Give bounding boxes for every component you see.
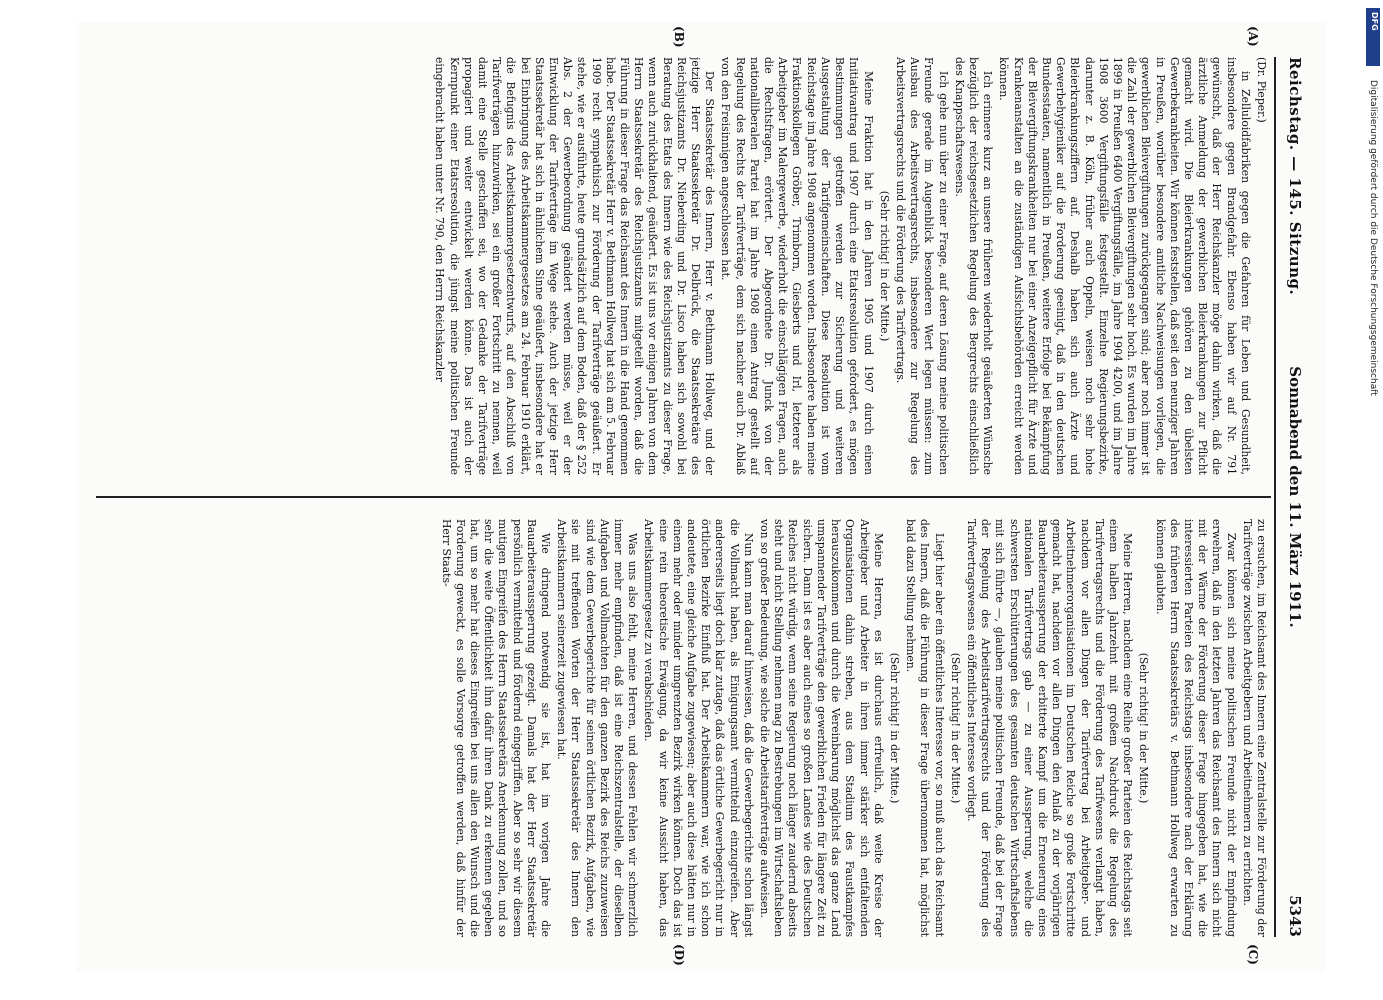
margin-mark-c: (C) [1246, 944, 1260, 965]
header-left: Reichstag. — 145. Sitzung. [1286, 57, 1304, 296]
left-column [98, 57, 1268, 475]
interjection: (Sehr richtig! in der Mitte.) [887, 652, 901, 804]
paragraph: Zwar können sich meine politischen Freunde nicht der Empfindung erwehren, daß in den letzten Jahren das Reichsamt des Innern sich nicht mit der Wärme der Förderung dieser Frage hingegeben hat, wie die interessierten Parteien des Reichstags insbesondere nach der Erklärung des früheren Herrn Staatssekretärs v. Bethmann Hollweg erwarten zu können glaubten. [1153, 519, 1238, 937]
right-column [98, 519, 1268, 937]
interjection: (Sehr richtig! in der Mitte.) [877, 190, 891, 342]
margin-mark-d: (D) [672, 944, 686, 966]
paragraph: Der Staatssekretär des Innern, Herr v. Bethmann Hollweg, und der jetzige Herr Staatssekretär Dr. Delbrück, die Staatssekretäre des Reichsjustizamts Dr. Nieberding und Dr. Lisco haben sich sowohl bei Beratung des Etats des Innern wie des Reichsjustizamts zu dieser Frage, wenn auch zurückhaltend, geäußert. Es ist uns vor einigen Jahren von dem Herrn Staatssekretär des Reichsjustizamts mitgeteilt worden, daß die Führung in dieser Frage das Reichsamt des Innern in die Hand genommen habe. Der Staatssekretär Herr v. Bethmann Hollweg hat sich am 5. Februar 1909 recht sympathisch zur Förderung der Tarifverträge geäußert. Er stehe, wie er ausführte, heute grundsätzlich auf dem Boden, daß der § 252 Abs. 2 der Gewerbeordnung geändert werden müsse, weil er der Entwicklung der Tarifverträge im Wege stehe. Auch der jetzige Herr Staatssekretär hat sich in ähnlichem Sinne geäußert, insbesondere hat er bei Einbringung des Arbeitskammergesetzes am 24. Februar 1910 erklärt, die Befugnis des Arbeitskammergesetzentwurfs, auf den Abschluß von Tarifverträgen hinzuwirken, sei ein großer Fortschritt zu nennen, weil damit eine Stelle geschaffen sei, wo der Gedanke der Tarifverträge propagiert und weiter entwickelt werden könne. Das ist auch der Kernpunkt einer Etatsresolution, die jüngst meine politischen Freunde eingebracht haben unter Nr. 790, den Herrn Reichskanzler [433, 57, 717, 475]
document-page [76, 22, 1326, 972]
paragraph: Liegt hier aber ein öffentliches Interesse vor, so muß auch das Reichsamt des Innern, daß die Führung in dieser Frage übernommen hat, möglichst bald dazu Stellung nehmen. [904, 519, 946, 937]
paragraph: Meine Herren, es ist durchaus erfreulich, daß weite Kreise der Arbeitgeber und Arbeiter in ihren immer stärker sich entfaltenden Organisationen dahin streben, aus dem Stadium des Faustkampfes herauszukommen und durch die Vereinbarung möglichst das ganze Land umspannender Tarifverträge den gewerblichen Frieden für längere Zeit zu sichern. Dann ist es aber auch eines so großen Landes wie des Deutschen Reiches nicht würdig, wenn seine Regierung noch länger zaudernd abseits steht und nicht Stellung nehmen mag zu Bestrebungen im Wirtschaftsleben von so großer Bedeutung, wie solche die Arbeitstarifverträge aufweisen. [758, 519, 885, 937]
page-number: 5343 [1286, 895, 1304, 937]
dfg-logo [1366, 8, 1380, 66]
interjection: (Sehr richtig! in der Mitte.) [948, 652, 962, 804]
header-date: Sonnabend den 11. März 1911. [1286, 366, 1304, 628]
paragraph: Was uns also fehlt, meine Herren, und dessen Fehlen wir schmerzlich immer mehr empfinden, daß ist eine Reichszentralstelle, der dieselben Aufgaben und Vollmachten für den ganzen Bezirk des Reichs zuzuweisen sind wie dem Gewerbegerichte für seinen örtlichen Bezirk, Aufgaben, wie sie mit treffenden Worten der Herr Staatssekretär des Innern den Arbeitskammern seinerzeit zugewiesen hat. [555, 519, 640, 937]
credit-text: Digitalisierung gefördert durch die Deutsche Forschungsgemeinschaft [1368, 80, 1378, 396]
paragraph: Ich erinnere kurz an unsere früheren wiederholt geäußerten Wünsche bezüglich der reichsgesetzlichen Regelung des Bergrechts einschließlich des Knappschaftswesens. [952, 57, 995, 475]
paragraph: Meine Fraktion hat in den Jahren 1905 und 1907 durch einen Initiativantrag und 1907 durch eine Etatsresolution gefordert, es mögen Bestimmungen getroffen werden zur Sicherung und weiteren Ausgestaltung der Tarifgemeinschaften. Diese Resolution ist vom Reichstage im Jahre 1908 angenommen worden. Insbesondere haben meine Fraktionskollegen Gröber, Trimborn, Giesberts und Irl, letzterer als Arbeitgeber im Malergewerbe, wiederholt die einschlägigen Fragen, auch die Rechtsfragen, erörtert. Der Abgeordnete Dr. Junck von der nationalliberalen Partei hat im Jahre 1908 einen Antrag gestellt auf Regelung des Rechts der Tarifverträge, dem sich nachher auch Dr. Ablaß von den Freisinnigen angeschlossen hat. [719, 57, 875, 475]
margin-mark-b: (B) [672, 26, 686, 48]
running-header [1274, 57, 1314, 937]
paragraph: Nun kann man darauf hinweisen, daß die Gewerbegerichte schon längst die Vollmacht haben, als Einigungsamt vermittelnd einzugreifen. Aber andererseits liegt doch klar zutage, daß das örtliche Gewerbegericht nur in örtlichen Bezirke Einfluß hat. Der Arbeitskammern war, wie ich schon andeutete, eine gleiche Aufgabe zugewiesen; aber auch diese hätten nur in einem mehr oder minder umgrenzten Bezirk wirken können. Doch das ist eine rein theoretische Erwägung, da wir keine Aussicht haben, das Arbeitskammergesetz zu verabschieden. [642, 519, 755, 937]
paragraph: in Zelluloidfabriken gegen die Gefahren für Leben und Gesundheit, insbesondere gegen Brandgefahr. Ebenso haben wir auf Nr. 791 gewünscht, daß der Herr Reichskanzler möge dahin wirken, daß die ärztliche Anmeldung der gewerblichen Bleierkrankungen zur Pflicht gemacht wird. Die Bleierkrankungen gehören zu den übelsten Gewerbekrankheiten. Wir können feststellen, daß seit den neunziger Jahren in Preußen, worüber besondere amtliche Nachweisungen vorliegen, die gewerblichen Bleivergiftungen zurückgegangen sind; aber noch immer ist die Zahl der gewerblichen Bleivergiftungen sehr hoch. Es wurden im Jahre 1899 in Preußen 6400 Vergiftungsfälle, im Jahre 1904 4200, und im Jahre 1908 3600 Vergiftungsfälle festgestellt. Einzelne Regierungsbezirke, darunter z. B. Köln, früher auch Oppeln, weisen noch sehr hohe Bleierkrankungsziffern auf. Deshalb haben sich auch Ärzte und Gewerbehygieniker auf die Forderung geeinigt, daß in den deutschen Bundesstaaten, namentlich in Preußen, weitere Erfolge bei Bekämpfung der Bleivergiftungskrankheiten nur bei einer Anzeigepflicht für Ärzte und Krankenanstalten an die zuständigen Aufsichtsbehörden erreicht werden können. [997, 57, 1252, 475]
column-divider [96, 496, 1271, 498]
paragraph: Wie dringend notwendig sie ist, hat im vorigen Jahre die Bauarbeiteraussperrung gezeigt. Damals hat der Herr Staatssekretär persönlich vermittelnd und fördernd eingegriffen. Aber so sehr wir diesem mutigen Eingreifen des Herrn Staatssekretärs Anerkennung zollen, und so sehr die weite Öffentlichkeit ihm dafür ihren Dank zu erkennen gegeben hat, um so mehr hat dieses Eingreifen bei uns allen den Wunsch und die Forderung geweckt, es solle Vorsorge getroffen werden, daß hinfür der Herr Staats- [439, 519, 553, 937]
margin-mark-a: (A) [1246, 26, 1260, 47]
header-rule [1274, 57, 1276, 937]
paragraph: zu ersuchen, im Reichsamt des Innern eine Zentralstelle zur Förderung der Tarifverträge zwischen Arbeitgebern und Arbeitnehmern zu errichten. [1240, 519, 1268, 937]
speaker-label: (Dr. Pieper.) [1255, 57, 1268, 123]
dfg-logo-text: DFG [1370, 12, 1379, 31]
interjection: (Sehr richtig! in der Mitte.) [1137, 652, 1151, 804]
paragraph: Meine Herren, nachdem eine Reihe großer Parteien des Reichstags seit einem halben Jahrzehnt mit großem Nachdruck die Regelung des Tarifvertragsrechts und die Förderung des Tarifwesens verlangt haben, nachdem vor allen Dingen der Tarifvertrag bei Arbeitgeber- und Arbeitnehmerorganisationen im Deutschen Reiche so große Fortschritte gemacht hat, nachdem vor allen Dingen den Anlaß zu der vorjährigen Bauarbeiteraussperrung der erbitterte Kampf um die Erneuerung eines nationalen Tarifvertrags gab — zu einer Aussperrung, welche die schwersten Erschütterungen des gesamten deutschen Wirtschaftslebens mit sich führte —, glauben meine politischen Freunde, daß bei der Frage der Regelung des Arbeitstarifvertragsrechts und der Förderung des Tarifvertragswesens ein öffentliches Interesse vorliegt. [964, 519, 1135, 937]
paragraph: Ich gehe nun über zu einer Frage, auf deren Lösung meine politischen Freunde gerade im Augenblick besonderen Wert legen müssen: zum Ausbau des Arbeitsvertragsrechts, insbesondere zur Regelung des Arbeitsvertragsrechts und die Förderung des Tarifvertrags. [893, 57, 950, 475]
digitization-credit [1358, 80, 1378, 980]
